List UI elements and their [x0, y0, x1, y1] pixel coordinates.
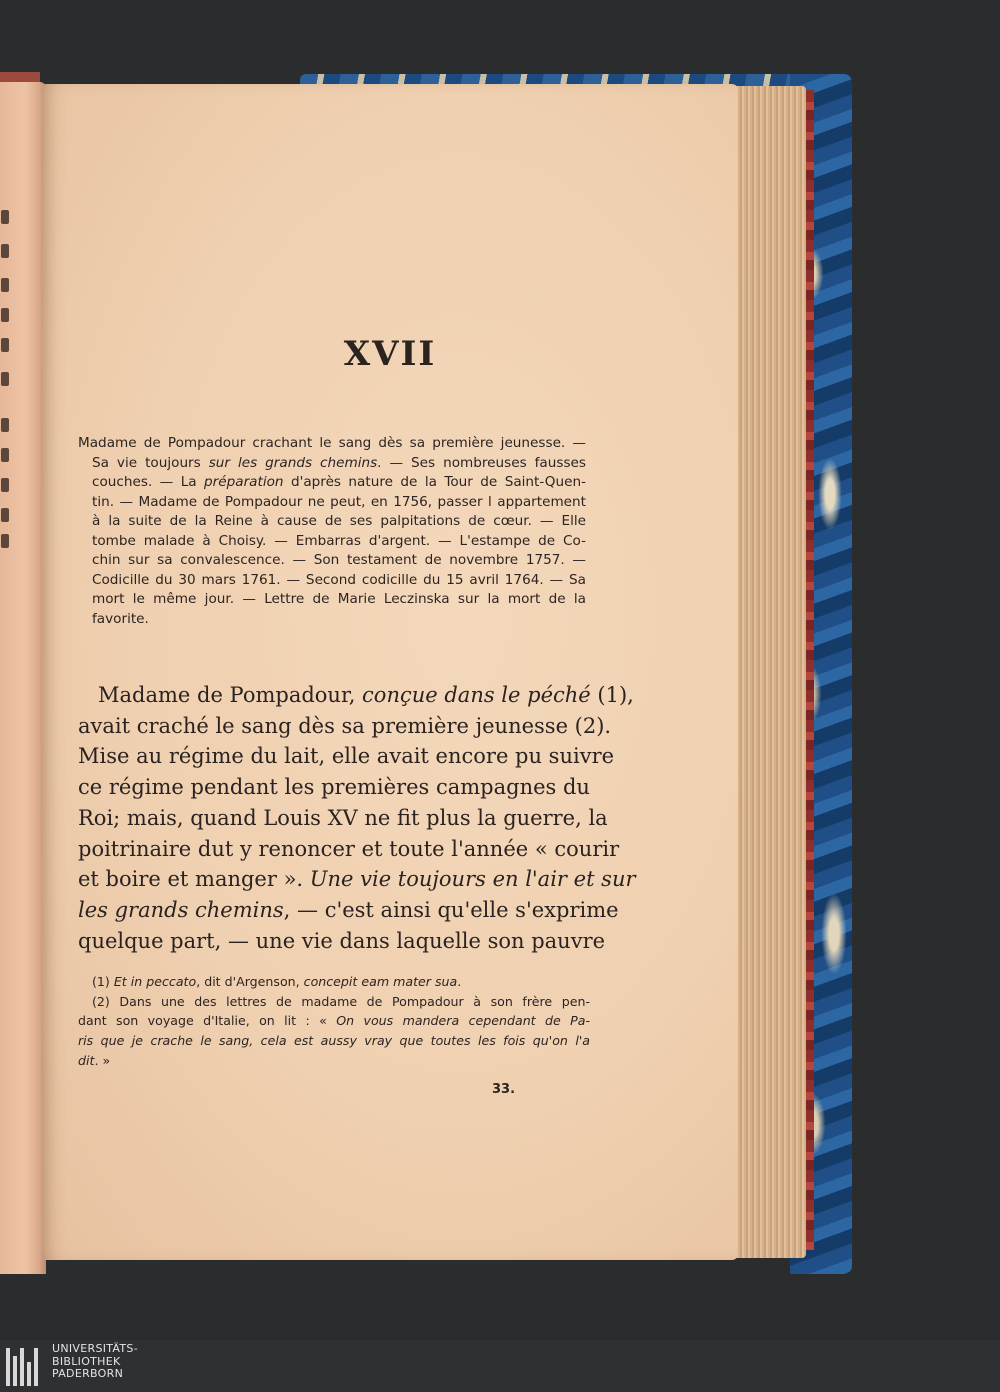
page-number: 33.	[492, 1082, 516, 1097]
left-page-letter-fragment	[1, 448, 9, 462]
left-page-letter-fragment	[1, 210, 9, 224]
body-line: Mise au régime du lait, elle avait encore pu suivre	[78, 744, 615, 769]
left-page-letter-fragment	[1, 478, 9, 492]
logo-line: PADERBORN	[52, 1367, 124, 1380]
footnote-line: dit. »	[78, 1052, 111, 1068]
footnote-line: ris que je crache le sang, cela est aussy vray que toutes les fois qu'on l'a	[78, 1033, 590, 1049]
left-facing-page	[0, 82, 46, 1274]
summary-line: Madame de Pompadour crachant le sang dès sa première jeunesse. —	[78, 435, 586, 451]
footnote-line: (1) Et in peccato, dit d'Argenson, concepit eam mater sua.	[92, 974, 462, 989]
footnote-line: dant son voyage d'Italie, on lit : « On vous mandera cependant de Pa-	[78, 1013, 590, 1029]
left-page-letter-fragment	[1, 418, 9, 432]
summary-line: à la suite de la Reine à cause de ses palpitations de cœur. — Elle	[92, 513, 586, 529]
library-logo-icon	[6, 1346, 46, 1386]
left-page-letter-fragment	[1, 278, 9, 292]
summary-line: mort le même jour. — Lettre de Marie Leczinska sur la mort de la	[92, 591, 586, 607]
summary-line: tin. — Madame de Pompadour ne peut, en 1756, passer l appartement	[92, 493, 586, 510]
library-logo-text	[52, 1343, 138, 1381]
left-page-letter-fragment	[1, 372, 9, 386]
summary-line: Codicille du 30 mars 1761. — Second codicille du 15 avril 1764. — Sa	[92, 571, 586, 588]
left-page-letter-fragment	[1, 508, 9, 522]
logo-line: UNIVERSITÄTS-	[52, 1342, 138, 1355]
chapter-heading: XVII	[343, 334, 437, 374]
body-line: avait craché le sang dès sa première jeunesse (2).	[78, 713, 612, 738]
body-line: quelque part, — une vie dans laquelle son pauvre	[78, 928, 606, 953]
body-paragraph	[78, 680, 636, 956]
body-line: ce régime pendant les premières campagnes du	[78, 775, 590, 800]
summary-line: favorite.	[92, 610, 149, 627]
left-page-letter-fragment	[1, 308, 9, 322]
book-page	[42, 84, 738, 1260]
body-line: poitrinaire dut y renoncer et toute l'année « courir	[78, 836, 620, 861]
chapter-summary	[78, 434, 586, 629]
footnote-line: (2) Dans une des lettres de madame de Pompadour à son frère pen-	[92, 993, 590, 1009]
summary-line: tombe malade à Choisy. — Embarras d'argent. — L'estampe de Co-	[92, 532, 586, 549]
body-line: Madame de Pompadour, conçue dans le péché (1),	[98, 683, 634, 707]
logo-line: BIBLIOTHEK	[52, 1354, 121, 1368]
body-line: Roi; mais, quand Louis XV ne fit plus la guerre, la	[78, 805, 608, 830]
body-line: et boire et manger ». Une vie toujours en l'air et sur	[78, 867, 636, 892]
page-block-edge	[734, 86, 806, 1258]
library-footer	[0, 1340, 1000, 1392]
summary-line: chin sur sa convalescence. — Son testament de novembre 1757. —	[92, 552, 586, 568]
summary-line: Sa vie toujours sur les grands chemins. — Ses nombreuses fausses	[92, 454, 586, 471]
summary-line: couches. — La préparation d'après nature de la Tour de Saint-Quen-	[92, 474, 586, 490]
footnotes	[78, 972, 590, 1071]
body-line: les grands chemins, — c'est ainsi qu'elle s'exprime	[78, 897, 619, 922]
left-page-letter-fragment	[1, 338, 9, 352]
left-page-letter-fragment	[1, 244, 9, 258]
left-page-letter-fragment	[1, 534, 9, 548]
